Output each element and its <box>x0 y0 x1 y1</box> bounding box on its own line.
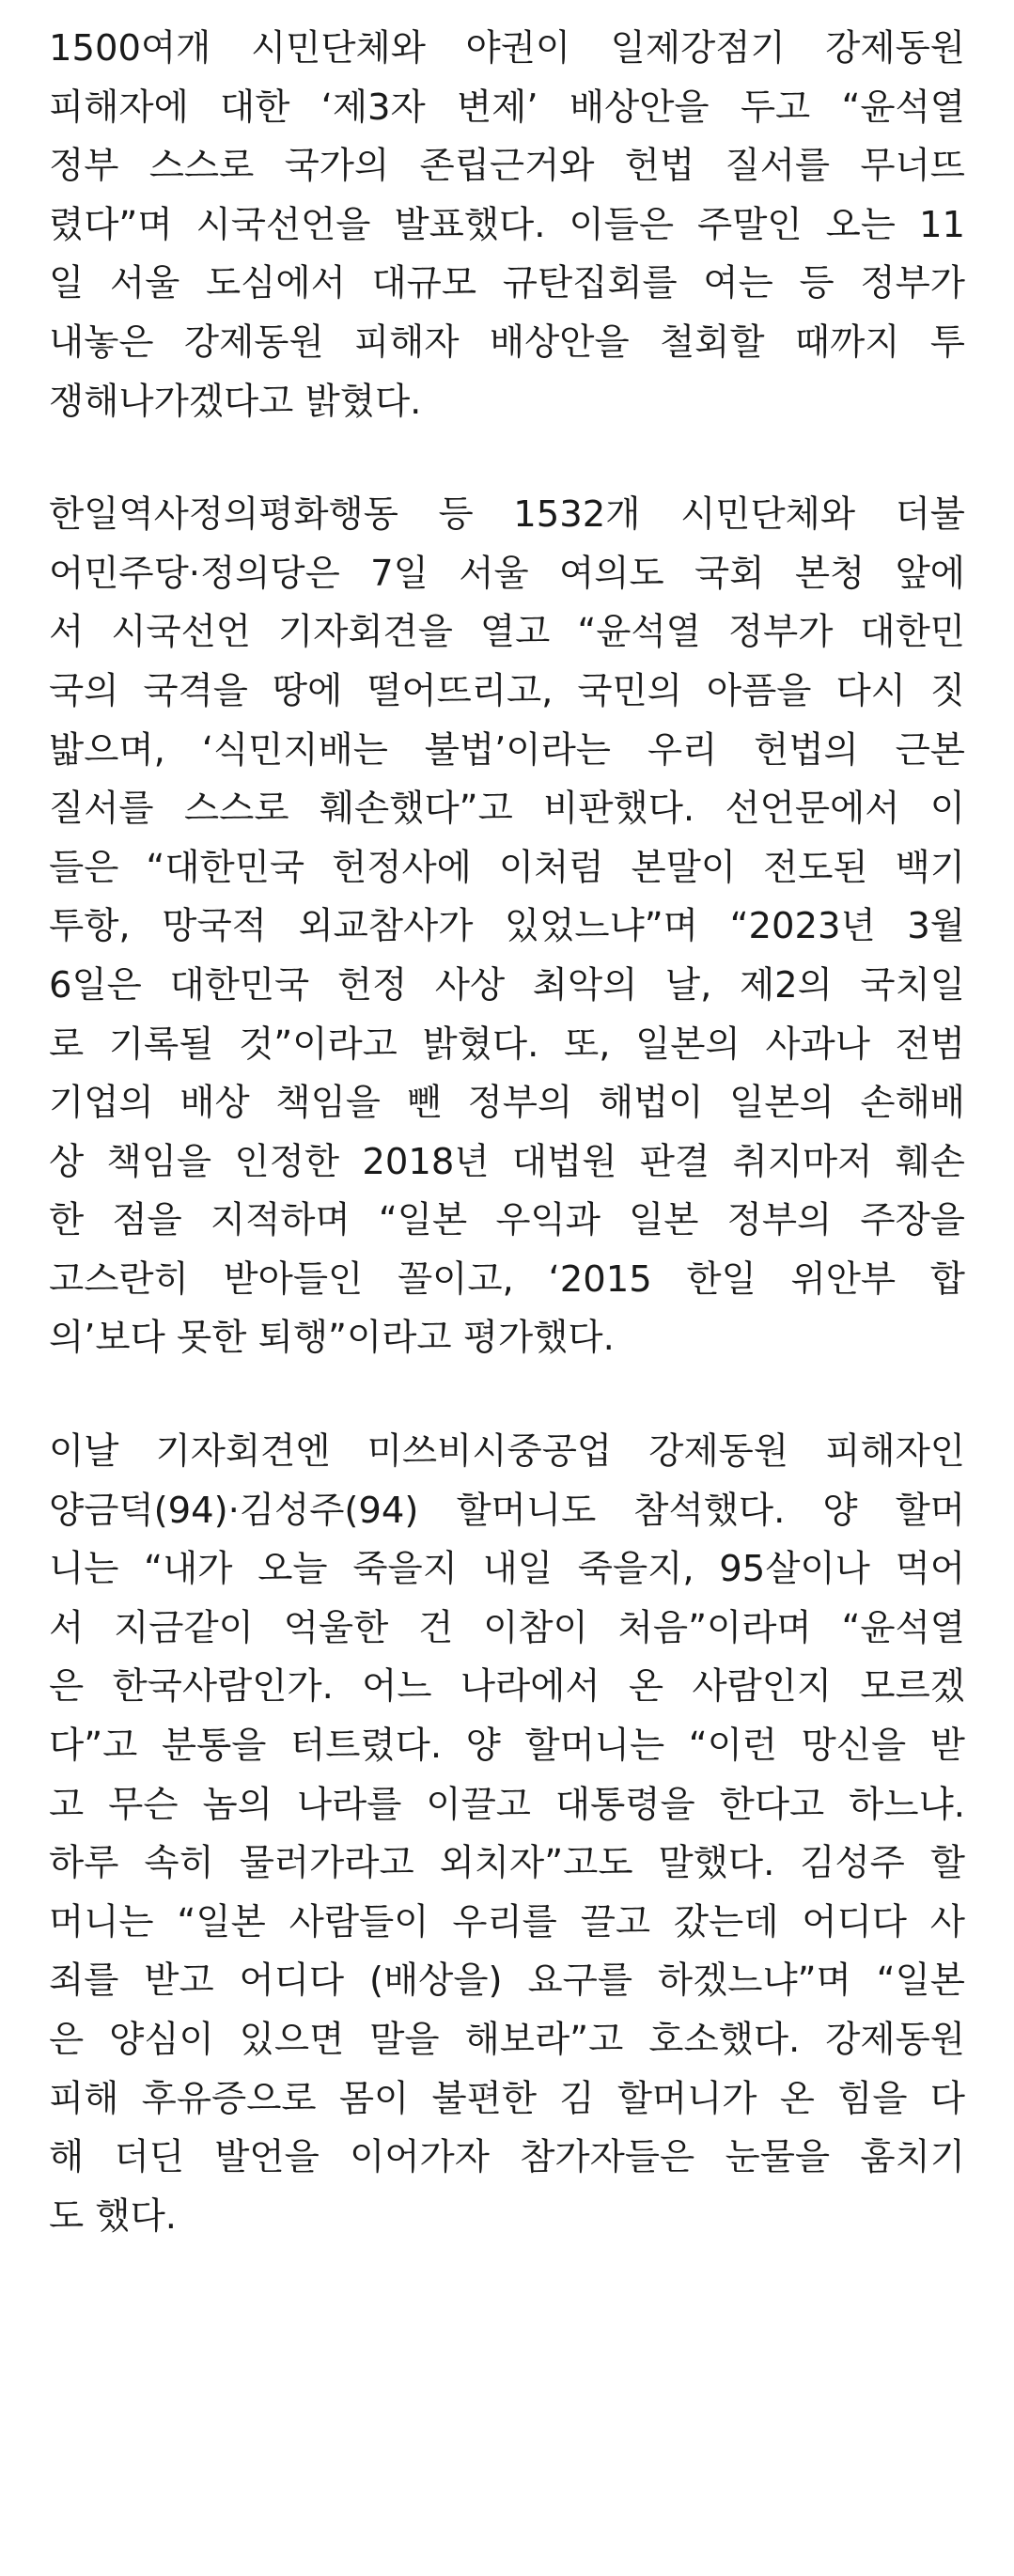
text-line: 로 기록될 것”이라고 밝혔다. 또, 일본의 사과나 전범 <box>49 1023 965 1066</box>
text-line: 은 한국사람인가. 어느 나라에서 온 사람인지 모르겠 <box>49 1665 965 1709</box>
text-line: 상 책임을 인정한 2018년 대법원 판결 취지마저 훼손 <box>49 1140 965 1183</box>
text-line: 국의 국격을 땅에 떨어뜨리고, 국민의 아픔을 다시 짓 <box>49 669 965 712</box>
text-line: 쟁해나가겠다고 밝혔다. <box>49 380 422 423</box>
text-line: 고스란히 받아들인 꼴이고, ‘2015 한일 위안부 합 <box>49 1257 965 1301</box>
text-line: 머니는 “일본 사람들이 우리를 끌고 갔는데 어디다 사 <box>49 1900 965 1944</box>
text-line: 서 지금같이 억울한 건 이참이 처음”이라며 “윤석열 <box>49 1606 965 1649</box>
text-line: 도 했다. <box>49 2194 178 2238</box>
text-line: 고 무슨 놈의 나라를 이끌고 대통령을 한다고 하느냐. <box>49 1783 965 1826</box>
article-paragraph-1 <box>49 20 965 431</box>
text-line: 질서를 스스로 훼손했다”고 비판했다. 선언문에서 이 <box>49 788 965 831</box>
text-line: 한일역사정의평화행동 등 1532개 시민단체와 더불 <box>49 493 965 537</box>
text-line: 피해 후유증으로 몸이 불편한 김 할머니가 온 힘을 다 <box>49 2077 965 2120</box>
text-line: 양금덕(94)·김성주(94) 할머니도 참석했다. 양 할머 <box>49 1489 965 1532</box>
text-line: 피해자에 대한 ‘제3자 변제’ 배상안을 두고 “윤석열 <box>49 86 965 129</box>
text-line: 의’보다 못한 퇴행”이라고 평가했다. <box>49 1317 615 1360</box>
text-line: 기업의 배상 책임을 뺀 정부의 해법이 일본의 손해배 <box>49 1082 965 1125</box>
text-line: 서 시국선언 기자회견을 열고 “윤석열 정부가 대한민 <box>49 611 965 654</box>
text-line: 일 서울 도심에서 대규모 규탄집회를 여는 등 정부가 <box>49 262 965 305</box>
text-line: 6일은 대한민국 헌정 사상 최악의 날, 제2의 국치일 <box>49 963 965 1007</box>
text-line: 내놓은 강제동원 피해자 배상안을 철회할 때까지 투 <box>49 320 965 364</box>
text-line: 정부 스스로 국가의 존립근거와 헌법 질서를 무너뜨 <box>49 145 965 188</box>
text-line: 다”고 분통을 터트렸다. 양 할머니는 “이런 망신을 받 <box>49 1725 965 1768</box>
text-line: 니는 “내가 오늘 죽을지 내일 죽을지, 95살이나 먹어 <box>49 1548 965 1591</box>
text-line: 이날 기자회견엔 미쓰비시중공업 강제동원 피해자인 <box>49 1430 965 1474</box>
text-line: 어민주당·정의당은 7일 서울 여의도 국회 본청 앞에 <box>49 552 965 595</box>
text-line: 들은 “대한민국 헌정사에 이처럼 본말이 전도된 백기 <box>49 846 965 889</box>
text-line: 밟으며, ‘식민지배는 불법’이라는 우리 헌법의 근본 <box>49 728 965 772</box>
text-line: 1500여개 시민단체와 야권이 일제강점기 강제동원 <box>49 27 965 70</box>
text-line: 렸다”며 시국선언을 발표했다. 이들은 주말인 오는 11 <box>49 203 965 246</box>
text-line: 해 더딘 발언을 이어가자 참가자들은 눈물을 훔치기 <box>49 2136 965 2179</box>
text-line: 한 점을 지적하며 “일본 우익과 일본 정부의 주장을 <box>49 1199 965 1242</box>
text-line: 죄를 받고 어디다 (배상을) 요구를 하겠느냐”며 “일본 <box>49 1959 965 2003</box>
text-line: 은 양심이 있으면 말을 해보라”고 호소했다. 강제동원 <box>49 2019 965 2061</box>
article-paragraph-3 <box>49 1423 965 2246</box>
text-line: 하루 속히 물러가라고 외치자”고도 말했다. 김성주 할 <box>49 1842 965 1885</box>
text-line: 투항, 망국적 외교참사가 있었느냐”며 “2023년 3월 <box>49 905 965 948</box>
article-paragraph-2 <box>49 486 965 1368</box>
